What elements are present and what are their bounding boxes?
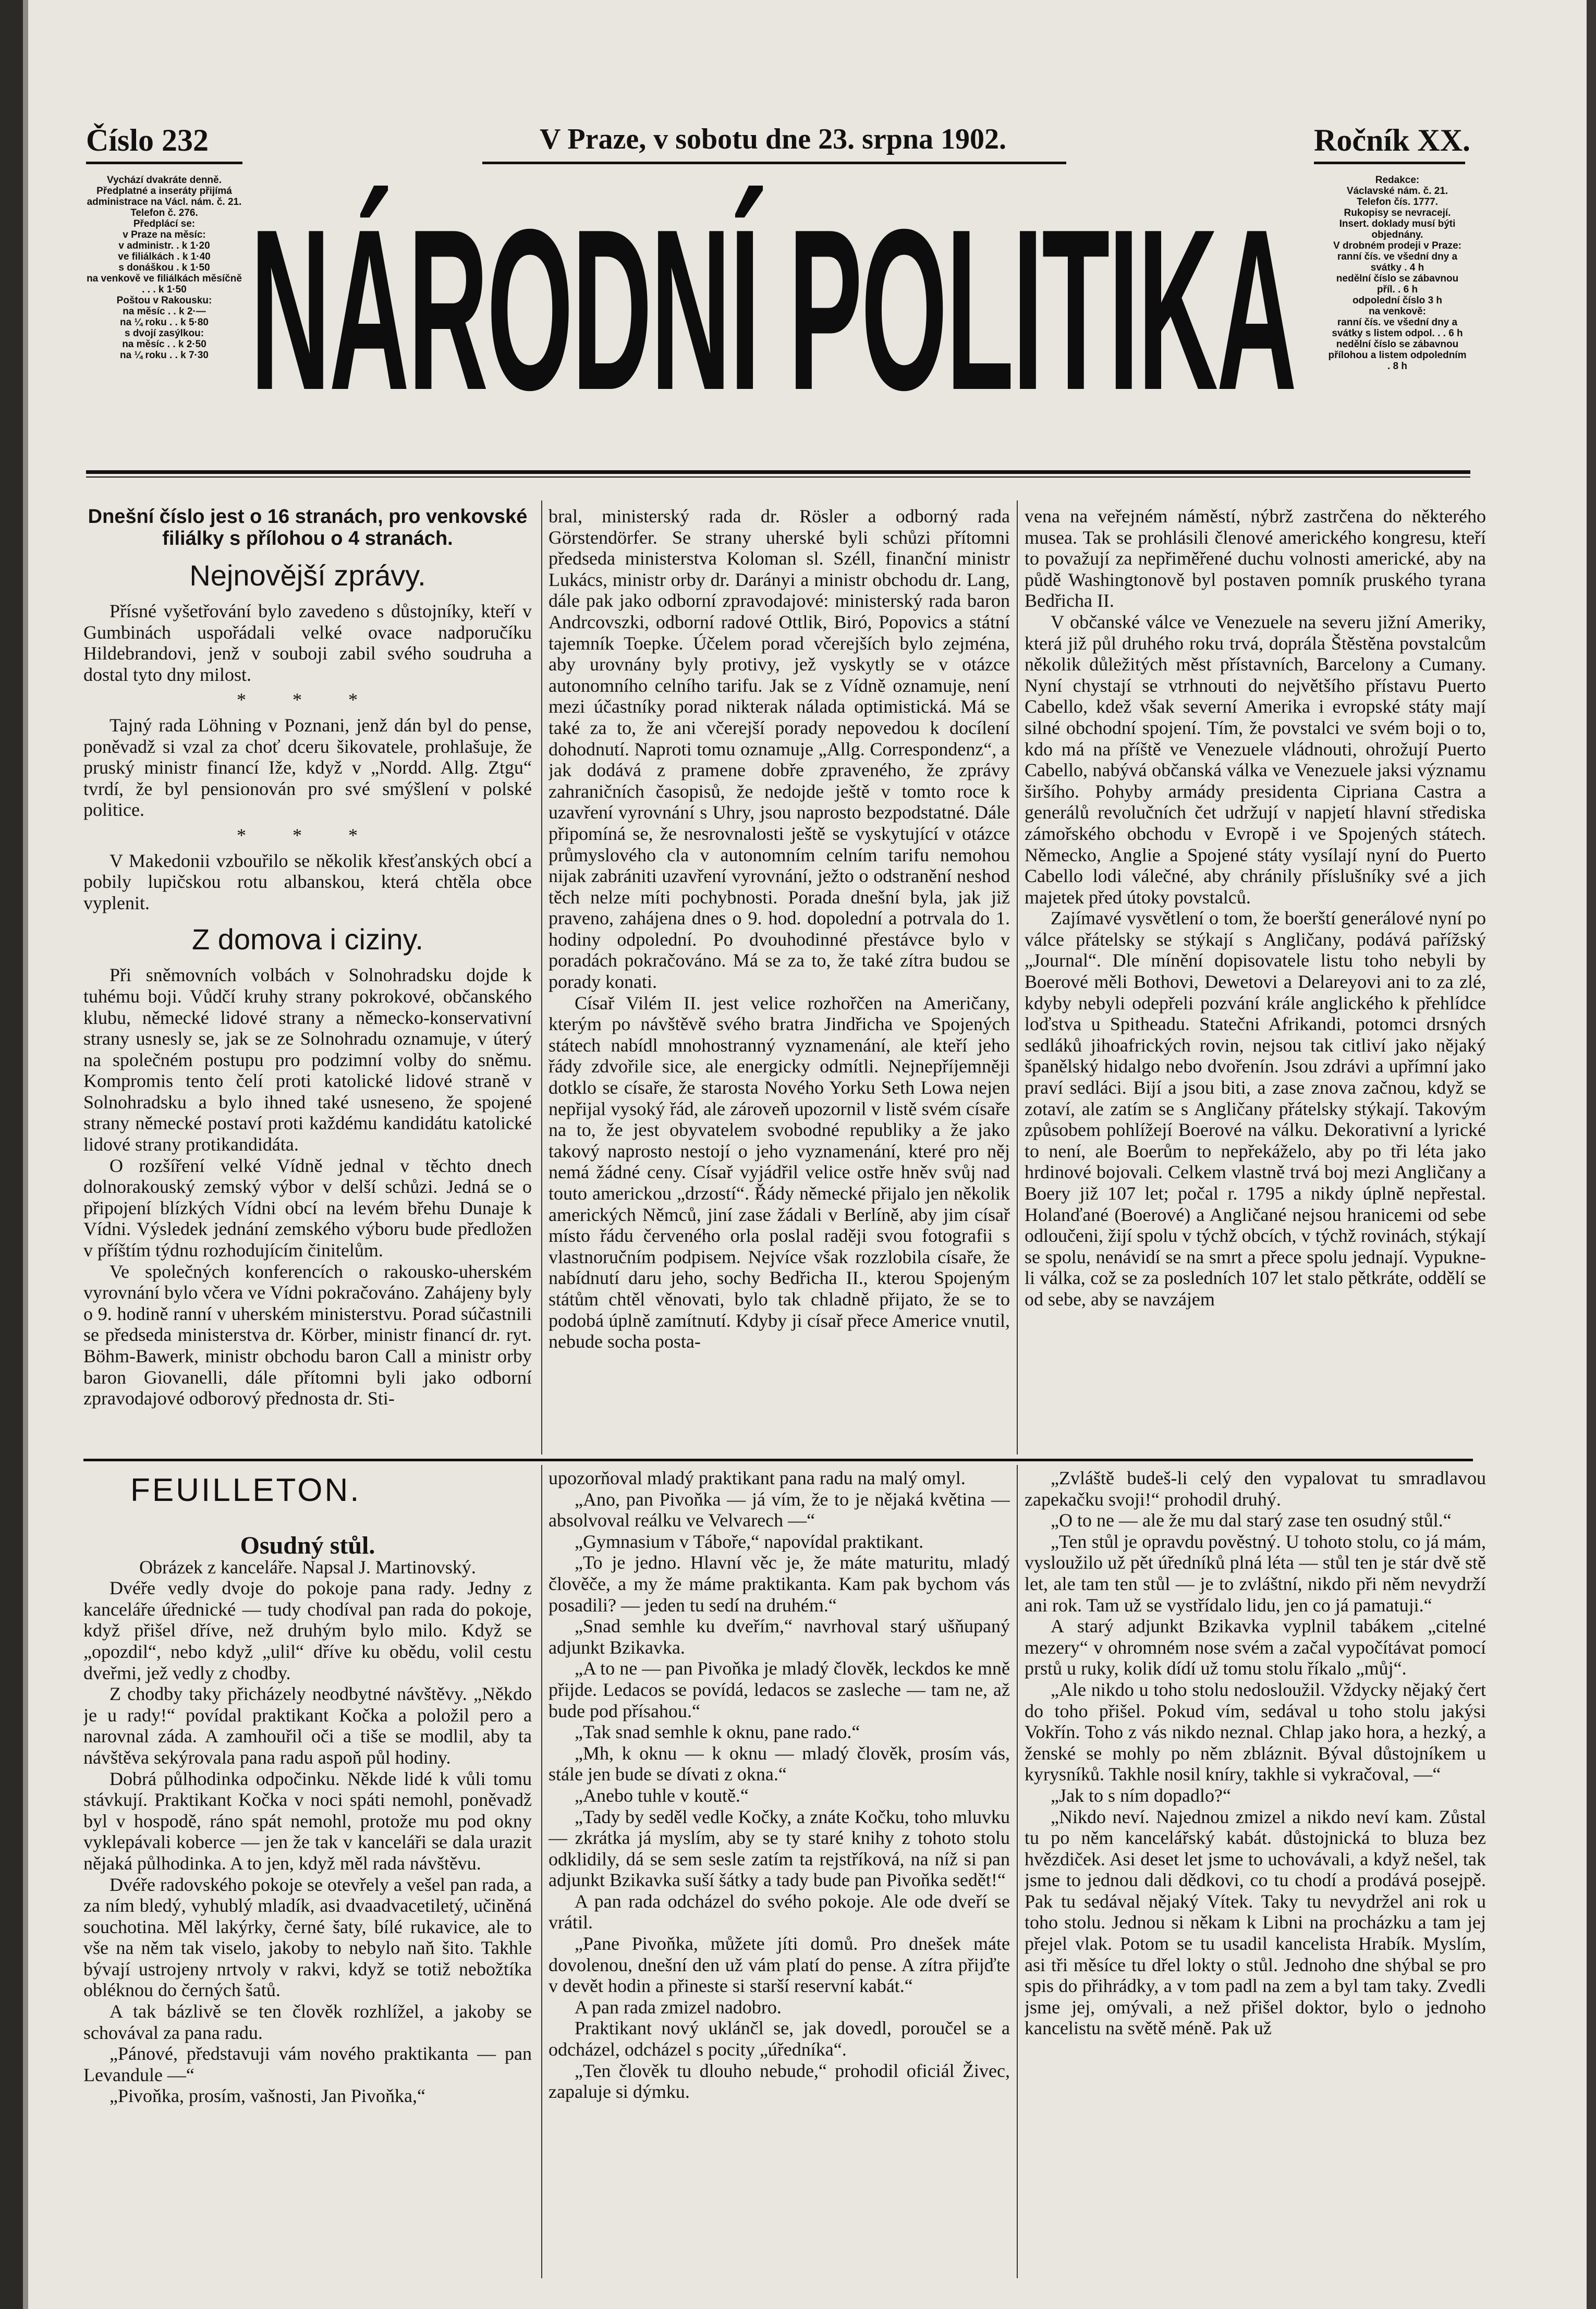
column-divider — [1017, 500, 1018, 1455]
scan-edge-shadow — [23, 0, 28, 2309]
story-paragraph: „Anebo tuhle v koutě.“ — [575, 1785, 749, 1806]
volume-underline — [1314, 162, 1465, 164]
section-heading-latest-news: Nejnovější zprávy. — [189, 559, 426, 592]
news-paragraph: Přísné vyšetřování bylo zavedeno s důstojníky, kteří v Gumbinách uspořádali velké ovace nadporučíku Hildebrandovi, jenž v souboji zabil svého soudruha a dostal tyto dny milost. — [83, 601, 532, 685]
story-paragraph: A pan rada zmizel nadobro. — [575, 1996, 782, 2018]
story-paragraph: A pan rada odcházel do svého pokoje. Ale ode dveří se vrátil. — [549, 1890, 1010, 1933]
story-title: Osudný stůl. — [240, 1535, 375, 1559]
section-heading-home-abroad: Z domova i ciziny. — [192, 923, 423, 956]
story-paragraph: „Ten stůl je opravdu pověstný. U tohoto stolu, co já mám, vysloužilo už pět úředníků plná léta — stůl ten je stár dvě stě let, ale tam ten stůl — je to zvláštní, nikdo při něm nevydrží ani rok. Tam už se vystřídalo lidu, jen co já pamatuji.“ — [1025, 1531, 1486, 1616]
issue-number: Číslo 232 — [86, 123, 209, 157]
story-paragraph: „Pánové, představuji vám nového praktikanta — pan Levandule —“ — [83, 2043, 532, 2085]
subscription-box — [86, 175, 242, 361]
news-paragraph: O rozšíření velké Vídně jednal v těchto dnech dolnorakouský zemský výbor v delší schůzi. Jedná se o připojení blízkých Vídni obcí na levém břehu Dunaje k Vídni. Výsledek jednání zemského výboru bude předložen v příštím týdnu rozhodujícím činitelům. — [83, 1155, 532, 1261]
box-line: Předplácí se: — [133, 218, 196, 229]
volume-number: Ročník XX. — [1314, 123, 1471, 157]
separator-stars: * * * — [237, 689, 379, 711]
story-paragraph: Praktikant nový uklánčl se, jak dovedl, poroučel se a odcházel, odcházel s pocity „úředníka“. — [549, 2018, 1010, 2060]
box-line: nedělní číslo se zábavnou přílohou a listem odpoledním . 8 h — [1328, 339, 1467, 372]
story-paragraph: „Pane Pivoňka, můžete jíti domů. Pro dnešek máte dovolenou, dnešní den už vám platí do pense. A zítra přijďte v devět hodin a přineste si starší reservní kabát.“ — [549, 1933, 1010, 1997]
feuilleton-column-1 — [83, 1535, 532, 2281]
box-line: ve filiálkách . k 1·40 — [118, 251, 211, 262]
box-line: Vychází dvakráte denně. — [106, 175, 222, 186]
feuilleton-column-3 — [1025, 1468, 1486, 2281]
news-paragraph: Při sněmovních volbách v Solnohradsku dojde k tuhému boji. Vůdčí kruhy strany pokrokové, občanského klubu, německé lidové strany a německo-konservativní strany usnesly se, jak se ze Solnohradu oznamuje, v úterý na společném postupu pro podzimní volby do sněmu. Kompromis tento čelí proti katolické lidové straně v Solnohradsku a bylo ihned také usneseno, že spojené strany německé postaví proti každému kandidátu katolické lidové strany protikandidáta. — [83, 964, 532, 1155]
story-paragraph: Dobrá půlhodinka odpočinku. Někde lidé k vůli tomu stávkují. Praktikant Kočka v noci spáti nemohl, poněvadž byl v hospodě, ráno spát nemohl, protože mu pod okny vyklepávali koberce — jen že tak v kanceláři se dala urazit nějaká půlhodinka. A to jen, když měl rada návštěvu. — [83, 1768, 532, 1874]
story-subtitle: Obrázek z kanceláře. Napsal J. Martinovský. — [139, 1556, 476, 1578]
box-line: na měsíc . . k 2·50 — [122, 339, 206, 350]
dateline: V Praze, v sobotu dne 23. srpna 1902. — [540, 123, 1007, 155]
story-paragraph: „Mh, k oknu — k oknu — mladý člověk, prosím vás, stále jen bude se dívati z okna.“ — [549, 1742, 1010, 1785]
news-paragraph: vena na veřejném náměstí, nýbrž zastrčena do některého musea. Tak se prohlásili členové amerického kongresu, kteří to považují za nepřiměřené duchu volnosti americké, aby na půdě Washingtonově byl postaven pomník pruského tyrana Bedřicha II. — [1025, 506, 1486, 612]
column-3-news — [1025, 506, 1486, 1457]
box-line: ranní čís. ve všední dny a svátky . 4 h — [1337, 251, 1458, 273]
box-line: Václavské nám. č. 21. — [1346, 186, 1448, 197]
box-line: Předplatné a inseráty přijímá administrace na Václ. nám. č. 21. Telefon č. 276. — [87, 186, 242, 218]
news-paragraph: V Makedonii vzbouřilo se několik křesťanských obcí a pobily lupičskou rotu albanskou, která chtěla obce vyplenit. — [83, 850, 532, 913]
story-paragraph: Z chodby taky přicházely neodbytné návštěvy. „Někdo je u rady!“ povídal praktikant Kočka a položil pero a narovnal záda. A zamhouřil oči a tiše se modlil, aby ta návštěva sekýrovala pana radu aspoň půl hodiny. — [83, 1683, 532, 1768]
scan-edge-left — [0, 0, 23, 2309]
masthead-rule — [86, 470, 1470, 474]
feuilleton-heading: FEUILLETON. — [130, 1472, 361, 1508]
story-paragraph: „Gymnasium v Táboře,“ napovídal praktikant. — [575, 1531, 924, 1552]
box-line: s donáškou . k 1·50 — [118, 262, 210, 273]
separator-stars: * * * — [237, 824, 379, 846]
column-divider — [541, 1465, 542, 2278]
column-divider — [1017, 1465, 1018, 2278]
story-paragraph: „O to ne — ale že mu dal starý zase ten osudný stůl.“ — [1051, 1510, 1452, 1531]
story-paragraph: Dvéře vedly dvoje do pokoje pana rady. Jedny z kanceláře úřednické — tudy chodíval pan rada do pokoje, když přišel dříve, než druhým bylo milo. Když se „opozdil“, nebo když „ulil“ dříve ku obědu, volil cestu dveřmi, jež vedly z chodby. — [83, 1578, 532, 1683]
story-paragraph: „Ale nikdo u toho stolu nedosloužil. Vždycky nějaký čert do toho přišel. Pokud vím, sedával u toho stolu jakýsi Vokřín. Toho z vás nikdo neznal. Chlap jako hora, a hezký, a ženské se mohly po něm zbláznit. Býval důstojníkem u kyrysníků. Takhle nosil kníry, takhle si vykračoval, —“ — [1025, 1679, 1486, 1785]
story-paragraph: „Snad semhle ku dveřím,“ navrhoval starý ušňupaný adjunkt Bzikavka. — [549, 1616, 1010, 1658]
news-paragraph: Tajný rada Löhning v Poznani, jenž dán byl do pense, poněvadž si vzal za choť dceru šikovatele, prohlašuje, že pruský ministr financí Iže, když v „Nordd. Allg. Ztgu“ tvrdí, že byl pensionován pro své smýšlení v polské politice. — [83, 714, 532, 821]
story-paragraph: „Tady by seděl vedle Kočky, a znáte Kočku, toho mluvku — zkrátka já myslím, aby se ty staré knihy z tohoto stolu odklidily, dá se sem sesle zatím ta rejstříková, na níž si pan adjunkt Bzikavka suší šátky a tady bude pan Pivoňka sedět!“ — [549, 1806, 1010, 1891]
story-paragraph: Dvéře radovského pokoje se otevřely a vešel pan rada, a za ním bledý, vyhublý mladík, asi dvaadvacetiletý, učiněná souchotina. Měl lakýrky, černé šaty, bílé rukavice, ale to vše na něm tak viselo, jakoby to nebylo naň šito. Takhle bývají ustrojeny nrtvoly v rakvi, když se totiž nebožtíka obléknou do černých šatů. — [83, 1874, 532, 2001]
column-1-news — [83, 506, 532, 1457]
column-2-news — [549, 506, 1010, 1457]
box-line: odpolední číslo 3 h — [1352, 295, 1443, 306]
news-paragraph: bral, ministerský rada dr. Rösler a odborný rada Görstendörfer. Se strany uherské byli schůzi přítomni předseda ministerstva Koloman sl. Széll, finanční ministr Lukács, ministr orby dr. Darányi a ministr obchodu dr. Lang, dále pak jako odborní zpravodajové: ministerský rada baron Andrcovszki, odborní radové Ottlik, Biró, Popovics a státní tajemník Toepke. Účelem porad včerejších bylo zejména, aby urovnány byly protivy, jež vyskytly se v otázce autonomního celního tarifu. Jak se z Vídně oznamuje, není mezi účastníky porad nikterak nálada optimistická. Má se také za to, že ani včerejší porady nepovedou k docílení dohodnutí. Naproti tomu oznamuje „Allg. Correspondenz“, a jak dodává z pramene dobře zpraveného, že zprávy zahraničních časopisů, že nedojde ještě v tomto roce k uzavření vyrovnání s Uhry, jsou naprosto bezpodstatné. Dále připomíná se, že nesrovnalosti ještě se vyskytující v otázce průmyslového cla v autonomním celním tarifu nemohou nijak zabrániti uzavření vyrovnání, ježto o odstranění neshod těch nelze míti pochybnosti. Porada dnešní byla, jak již praveno, zahájena dnes o 9. hod. dopolední a potrvala do 1. hodiny odpolední. Po dvouhodinné přestávce bylo v poradách pokračováno. Má se za to, že také zítra budou se porady konati. — [549, 506, 1010, 993]
box-line: v administr. . k 1·20 — [118, 240, 210, 251]
box-line: V drobném prodeji v Praze: — [1333, 240, 1461, 251]
story-paragraph: „Ten člověk tu dlouho nebude,“ prohodil oficiál Živec, zapaluje si dýmku. — [549, 2060, 1010, 2103]
story-paragraph: A tak bázlivě se ten člověk rozhlížel, a jakoby se schovával za pana radu. — [83, 2001, 532, 2043]
dateline-underline — [482, 162, 1066, 164]
story-paragraph: „Ano, pan Pivoňka — já vím, že to je nějaká květina — absolvoval reálku ve Velvarech —“ — [549, 1488, 1010, 1531]
box-line: na měsíc . . k 2·— — [123, 306, 206, 317]
box-line: Insert. doklady musí býti objednány. — [1339, 218, 1456, 240]
page-count-notice: Dnešní číslo jest o 16 stranách, pro venkovské filiálky s přílohou o 4 stranách. — [88, 506, 528, 549]
box-line: s dvojí zasýlkou: — [124, 328, 204, 339]
story-paragraph: „Nikdo neví. Najednou zmizel a nikdo neví kam. Zůstal tu po něm kancelářský kabát. důstojnická to bluza bez hvězdiček. Asi deset let jsme to uchovávali, a když nešel, tak jsme to jednou dali dědkovi, co tu chodí a prodává posejpě. Pak tu sedával nějaký Vítek. Taky tu nevydržel ani rok u toho stolu. Jednou si někam k Libni na procházku a tam jej přejel vlak. Potom se tu usadil kancelista Hrabík. Myslím, asi tři měsíce tu dřel lokty o stůl. Jednoho dne shýbal se pro spis do přihrádky, a v tom padl na zem a byl tam taky. Zvedli jsme jej, omývali, a než přišel doktor, bylo o jednoho kancelistu na světě méně. Pak už — [1025, 1806, 1486, 2039]
feuilleton-column-2 — [549, 1468, 1010, 2281]
news-paragraph: Císař Vilém II. jest velice rozhořčen na Američany, kterým po návštěvě svého bratra Jindřicha ve Spojených státech nabídl mnohostranný vyznamenání, ale kteří jeho řády zdvořile sice, ale energicky odmítli. Nejnepříjemněji dotklo se císaře, že starosta Nového Yorku Seth Lowa nejen nepřijal vysoký řád, ale zároveň upozornil v listě svém císaře na to, že jest obyvatelem svobodné republiky a že jako takový naprosto nestojí o jeho vyznamenání, které pro něj nemá žádné ceny. Císař vyjádřil velice ostře hněv svůj nad touto americkou „drzostí“. Řády německé přijalo jen několik amerických Němců, jiní zase žádali v Berlíně, aby jim císař místo řádu červeného orla poslal raději svou fotografii s vlastnoručním podpisem. Nejvíce však rozzlobila císaře, že nabídnutí daru jeho, sochy Bedřicha II., kterou Spojeným státům chtěl věnovati, bylo tak chladně přijato, že se to podobá úplně zamítnutí. Kdyby ji císař přece Americe vnutil, nebude socha posta- — [549, 992, 1010, 1352]
newspaper-title: NÁRODNÍ POLITIKA — [250, 182, 1296, 438]
column-divider — [541, 500, 542, 1455]
story-paragraph: „Tak snad semhle k oknu, pane rado.“ — [575, 1721, 860, 1743]
scan-edge-right — [1587, 0, 1596, 2309]
box-line: Poštou v Rakousku: — [116, 295, 212, 306]
story-paragraph: „Zvláště budeš-li celý den vypalovat tu smradlavou zapekačku svoji!“ prohodil druhý. — [1025, 1468, 1486, 1510]
box-line: Rukopisy se nevracejí. — [1344, 207, 1451, 218]
box-line: na venkově ve filiálkách měsíčně . . . k 1·50 — [87, 273, 242, 295]
story-paragraph: „A to ne — pan Pivoňka je mladý člověk, leckdos ke mně přijde. Ledacos se povídá, ledacos se zasleche — tam ne, až bude pod přísahou.“ — [549, 1658, 1010, 1721]
story-paragraph: „To je jedno. Hlavní věc je, že máte maturitu, mladý člověče, a my že máme praktikanta. Kam pak bychom vás posadili? — jeden tu sedí na druhém.“ — [549, 1552, 1010, 1616]
story-paragraph: upozorňoval mladý praktikant pana radu na malý omyl. — [549, 1468, 966, 1488]
news-paragraph: Ve společných konferencích o rakousko-uherském vyrovnání bylo včera ve Vídni pokračováno. Zahájeny byly o 9. hodině ranní v uherském ministerstvu. Porad súčastnili se předseda ministerstva dr. Körber, ministr financí dr. ryt. Böhm-Bawerk, ministr obchodu baron Call a ministr orby baron Giovanelli, dále přítomni byli jako odborní zpravodajové odborový přednosta dr. Sti- — [83, 1261, 532, 1409]
feuilleton-rule — [83, 1459, 1473, 1461]
issue-underline — [86, 162, 242, 164]
story-paragraph: „Pivoňka, prosím, vašnosti, Jan Pivoňka,“ — [109, 2085, 425, 2107]
box-line: na ¼ roku . . k 7·30 — [119, 350, 209, 361]
box-line: na venkově: — [1369, 306, 1426, 317]
box-line: Telefon čís. 1777. — [1357, 197, 1438, 207]
story-paragraph: „Jak to s ním dopadlo?“ — [1051, 1785, 1231, 1806]
masthead-rule-thin — [86, 477, 1470, 478]
story-paragraph: A starý adjunkt Bzikavka vyplnil tabákem „citelné mezery“ v ohromném nose svém a začal vypočítávat pomocí prstů u ruky, kolik dídí už tomu stolu říkalo „můj“. — [1025, 1616, 1486, 1679]
box-line: Redakce: — [1375, 175, 1420, 186]
box-line: na ¼ roku . . k 5·80 — [119, 317, 209, 328]
editorial-box — [1327, 175, 1468, 372]
box-line: ranní čís. ve všední dny a svátky s listem odpol. . . 6 h — [1332, 317, 1463, 339]
news-paragraph: V občanské válce ve Venezuele na severu jižní Ameriky, která již půl druhého roku trvá, doprála Štěstěna povstalcům několik důležitých měst přístavních, Barcelony a Cumany. Nyní chystají se vtrhnouti do největšího přístavu Puerto Cabello, kdež však severní Amerika i evropské státy mají silné obchodní spojení. Tím, že povstalci ve svém boji o to, kdo má na příště ve Venezuele vládnouti, ohrožují Puerto Cabello, nabývá občanská válka ve Venezuele jaksi významu širšího. Pohyby armády presidenta Cipriana Castra a generálů revolučních čet udržují v napjetí hlavní střediska zámořského obchodu v Evropě i ve Spojených státech. Německo, Anglie a Spojené státy vysílají nyní do Puerto Cabello lodi válečné, aby chránily příslušníky své a jich majetek před útoky povstalců. — [1025, 611, 1486, 908]
news-paragraph: Zajímavé vysvětlení o tom, že boerští generálové nyní po válce přátelsky se stýkají s Angličany, podává pařížský „Journal“. Dle mínění dopisovatele listu toho nebyli by Boerové měli Bothovi, Dewetovi a Delareyovi ani to za zlé, kdyby nebyli odepřeli pozvání krále anglického k přehlídce loďstva u Spitheadu. Statečni Afrikandi, potomci drsných sedláků jihoafrických rovin, nejsou tak citliví jako nějaký španělský hidalgo nebo dvořenín. Jsou zdrávi a upřímní jako praví sedláci. Bijí a jsou biti, a zase znova začnou, když se zotaví, ale zatím se s Angličany přátelsky stýkají. Takovým způsobem pohlížejí Boerové na válku. Dekorativní a lyrické to není, ale Boerům to nepřekáželo, aby po tři léta jako hrdinové bojovali. Celkem vlastně trvá boj mezi Angličany a Boery již 107 let; počal r. 1795 a nikdy úplně nepřestal. Holanďané (Boerové) a Angličané nejsou hranicemi od sebe odloučeni, žijí spolu v týchž obcích, v týchž rovinách, stýkají se spolu, nenávidí se na smrt a přece spolu jednají. Vypukne-li válka, což se za posledních 107 let stalo pětkráte, oddělí se od sebe, aby se navzájem — [1025, 908, 1486, 1310]
box-line: v Praze na měsíc: — [123, 229, 206, 240]
box-line: nedělní číslo se zábavnou příl. . 6 h — [1336, 273, 1459, 295]
